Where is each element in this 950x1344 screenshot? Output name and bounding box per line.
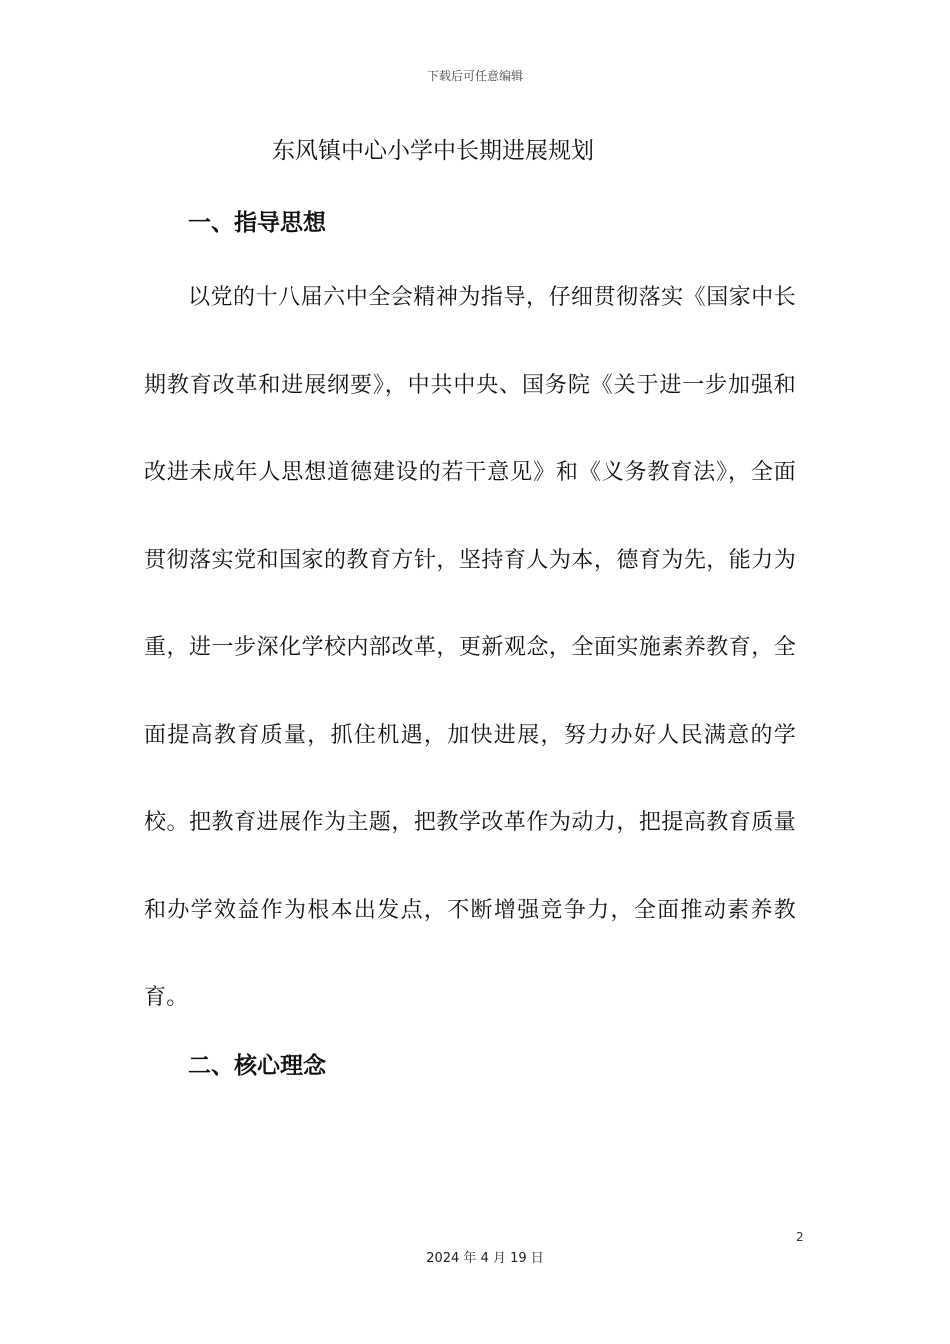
header-note: 下载后可任意编辑 — [426, 69, 523, 83]
page-number: 2 — [796, 1230, 804, 1244]
section-heading-guiding-ideology: 一、指导思想 — [188, 210, 326, 236]
section-paragraph-guiding-ideology: 以党的十八届六中全会精神为指导，仔细贯彻落实《国家中长期教育改革和进展纲要》，中共中央、国务院《关于进一步加强和改进未成年人思想道德建设的若干意见》和《义务教育法》，全面贯彻落实党和国家的教育方针，坚持育人为本，德育为先，能力为重，进一步深化学校内部改革，更新观念，全面实施素养教育，全面提高教育质量，抓住机遇，加快进展，努力办好人民满意的学校。把教育进展作为主题，把教学改革作为动力，把提高教育质量和办学效益作为根本出发点，不断增强竞争力，全面推动素养教育。 — [144, 285, 796, 1010]
section-heading-core-concept: 二、核心理念 — [188, 1053, 326, 1079]
footer-date: 2024 年 4 月 19 日 — [426, 1251, 544, 1266]
document-title: 东风镇中心小学中长期进展规划 — [272, 138, 594, 164]
